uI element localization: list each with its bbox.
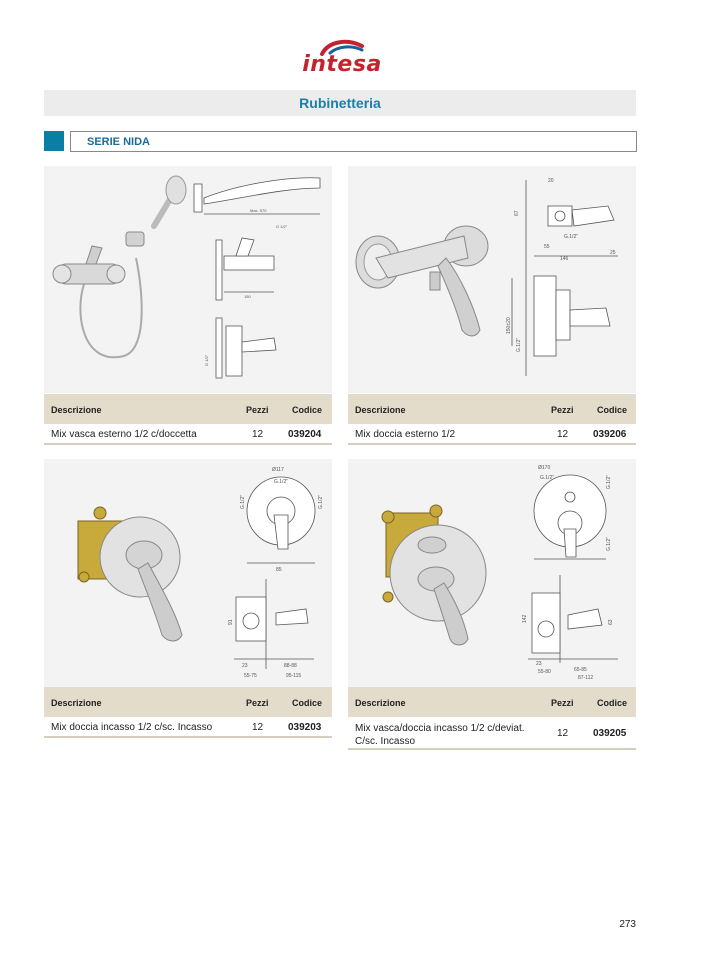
- table-row: [348, 426, 636, 445]
- dim-label: 55: [544, 244, 550, 250]
- section-header: [44, 90, 636, 116]
- dim-label: 23: [242, 663, 248, 669]
- row-pezzi: 12: [252, 429, 264, 440]
- dim-label: 23: [536, 661, 542, 667]
- dim-label: 146: [560, 256, 569, 262]
- table-header: [44, 394, 332, 424]
- page-title: Rubinetteria: [299, 95, 381, 111]
- product-image-039203: [44, 459, 332, 687]
- dim-label: Max. 570: [250, 208, 267, 213]
- row-codice: 039205: [593, 728, 627, 739]
- dim-label: 85: [276, 567, 282, 573]
- dim-label: Ø170: [538, 465, 551, 471]
- row-pezzi: 12: [557, 728, 569, 739]
- header-codice: Codice: [292, 698, 323, 708]
- dim-label: G.1/2": [606, 536, 612, 551]
- product-image-039205: [348, 459, 636, 687]
- dim-label: 95-115: [286, 673, 302, 679]
- header-pezzi: Pezzi: [246, 405, 269, 415]
- product-image-039206: [348, 166, 636, 393]
- table-header: [348, 394, 636, 424]
- dim-label: 88-88: [284, 663, 297, 669]
- table-row: [44, 719, 332, 738]
- dim-label: 25: [610, 250, 616, 256]
- dim-label: 67: [514, 210, 520, 216]
- table-header: [44, 687, 332, 717]
- series-marker: [44, 131, 64, 151]
- dim-label: G.1/2": [606, 474, 612, 489]
- page-number: 273: [619, 919, 636, 930]
- dim-label: 55-80: [538, 669, 551, 675]
- table-header: [348, 687, 636, 717]
- dim-label: Ø117: [272, 467, 284, 473]
- dim-label: G.1/2": [540, 475, 555, 481]
- dim-label: 20: [548, 178, 554, 184]
- dim-label: G.1/2": [564, 234, 579, 240]
- row-descrizione: Mix doccia incasso 1/2 c/sc. Incasso: [51, 722, 213, 733]
- row-codice: 039204: [288, 429, 322, 440]
- header-descrizione: Descrizione: [355, 698, 406, 708]
- header-pezzi: Pezzi: [551, 405, 574, 415]
- product-image-039204: [44, 166, 332, 393]
- header-descrizione: Descrizione: [51, 698, 102, 708]
- dim-label: G.1/2": [274, 479, 289, 485]
- header-descrizione: Descrizione: [51, 405, 102, 415]
- dim-label: 87-112: [578, 675, 594, 681]
- row-codice: 039206: [593, 429, 627, 440]
- header-codice: Codice: [597, 405, 628, 415]
- row-codice: 039203: [288, 722, 322, 733]
- row-pezzi: 12: [252, 722, 264, 733]
- dim-label: G 1/2": [204, 354, 209, 366]
- dim-label: 65-85: [574, 667, 587, 673]
- dim-label: 150: [244, 294, 251, 299]
- series-bar: [70, 131, 637, 152]
- header-descrizione: Descrizione: [355, 405, 406, 415]
- table-row: [348, 719, 636, 750]
- header-codice: Codice: [292, 405, 323, 415]
- header-pezzi: Pezzi: [551, 698, 574, 708]
- dim-label: 91: [228, 619, 234, 625]
- header-codice: Codice: [597, 698, 628, 708]
- dim-label: 150±20: [506, 317, 512, 334]
- dim-label: 142: [522, 614, 528, 623]
- table-row: [44, 426, 332, 445]
- intesa-logo: [300, 36, 384, 82]
- dim-label: G 1/2": [276, 224, 288, 229]
- logo-wordmark: intesa: [302, 52, 382, 77]
- dim-label: 55-75: [244, 673, 257, 679]
- header-pezzi: Pezzi: [246, 698, 269, 708]
- dim-label: G.1/2": [516, 337, 522, 352]
- dim-label: G.1/2": [318, 494, 324, 509]
- series-label: SERIE NIDA: [87, 136, 150, 148]
- row-descrizione: Mix doccia esterno 1/2: [355, 429, 456, 440]
- row-pezzi: 12: [557, 429, 569, 440]
- row-descrizione: Mix vasca/doccia incasso 1/2 c/deviat. C/sc. Incasso: [355, 723, 525, 747]
- dim-label: 63: [608, 619, 614, 625]
- row-descrizione: Mix vasca esterno 1/2 c/doccetta: [51, 429, 197, 440]
- dim-label: G.1/2": [240, 494, 246, 509]
